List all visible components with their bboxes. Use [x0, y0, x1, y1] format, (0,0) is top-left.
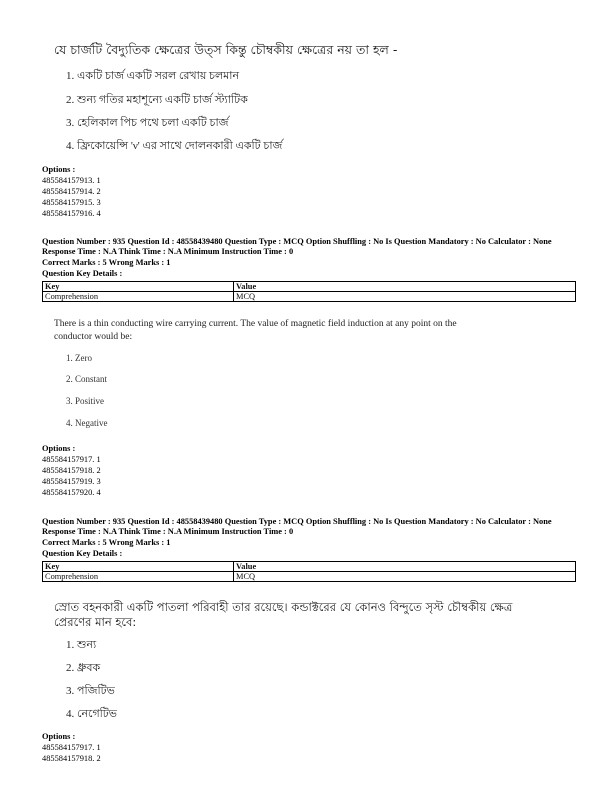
options-label: Options : [42, 444, 76, 453]
option-id: 485584157917. 1 [42, 743, 101, 752]
option-2: 2. ধ্রুবক [66, 662, 101, 674]
option-4: 4. Negative [66, 418, 108, 428]
option-2: 2. Constant [66, 374, 108, 384]
option-2: 2. শুন্য গতির মহাশূন্যে একটি চার্জ স্ট্যাটিক [66, 94, 248, 106]
option-3: 3. হেলিকাল পিচ পথে চলা একটি চার্জ [66, 117, 229, 129]
option-id: 485584157916. 4 [42, 209, 101, 218]
options-label: Options : [42, 732, 76, 741]
question-marks: Correct Marks : 5 Wrong Marks : 1 [42, 258, 171, 267]
key-value-table [42, 281, 576, 302]
table-header-key: Key [43, 562, 234, 572]
table-cell-value: MCQ [234, 572, 576, 582]
question-meta-response: Response Time : N.A Think Time : N.A Minimum Instruction Time : 0 [42, 527, 294, 536]
option-3: 3. Positive [66, 396, 105, 406]
table-cell-key: Comprehension [43, 292, 234, 302]
option-id: 485584157920. 4 [42, 488, 101, 497]
question-stem-english-cont: conductor would be: [54, 332, 133, 342]
option-id: 485584157918. 2 [42, 754, 101, 763]
table-cell-value: MCQ [234, 292, 576, 302]
option-id: 485584157915. 3 [42, 198, 101, 207]
question-meta: Question Number : 935 Question Id : 48558439480 Question Type : MCQ Option Shuffling : No Is Question Mandatory : No Calculator : None [42, 237, 552, 246]
option-3: 3. পজিটিভ [66, 685, 115, 697]
table-header-value: Value [234, 562, 576, 572]
option-1: 1. একটি চার্জ একটি সরল রেখায় চলমান [66, 70, 240, 82]
key-details-label: Question Key Details : [42, 549, 123, 558]
key-details-label: Question Key Details : [42, 269, 123, 278]
options-label: Options : [42, 165, 76, 174]
option-id: 485584157918. 2 [42, 466, 101, 475]
option-1: 1. Zero [66, 353, 92, 363]
option-4: 4. নেগেটিভ [66, 708, 117, 720]
question-stem-bengali-2: স্রোত বহনকারী একটি পাতলা পরিবাহী তার রয়েছে। কন্ডাক্টরের যে কোনও বিন্দুতে সৃস্ট চৌম্বকীয় ক্ষেত্র [54, 600, 513, 614]
question-stem-bengali-1: যে চার্জটি বৈদ্যুতিক ক্ষেত্রের উত্স কিন্তু চৌম্বকীয় ক্ষেত্রের নয় তা হল - [54, 42, 398, 57]
question-meta-response: Response Time : N.A Think Time : N.A Minimum Instruction Time : 0 [42, 247, 294, 256]
question-marks: Correct Marks : 5 Wrong Marks : 1 [42, 538, 171, 547]
option-id: 485584157913. 1 [42, 176, 101, 185]
option-id: 485584157917. 1 [42, 455, 101, 464]
key-value-table [42, 561, 576, 582]
option-id: 485584157919. 3 [42, 477, 101, 486]
table-header-value: Value [234, 282, 576, 292]
table-header-key: Key [43, 282, 234, 292]
option-4: 4. ফ্রিকোয়েন্সি 'ν' এর সাথে দোলনকারী একটি চার্জ [66, 140, 283, 152]
question-stem-english: There is a thin conducting wire carrying current. The value of magnetic field induction at any point on the [54, 319, 457, 329]
option-id: 485584157914. 2 [42, 187, 101, 196]
table-cell-key: Comprehension [43, 572, 234, 582]
question-stem-bengali-2-cont: প্রেরণের মান হবে: [54, 615, 137, 629]
question-meta: Question Number : 935 Question Id : 48558439480 Question Type : MCQ Option Shuffling : No Is Question Mandatory : No Calculator : None [42, 517, 552, 526]
option-1: 1. শুন্য [66, 639, 97, 651]
